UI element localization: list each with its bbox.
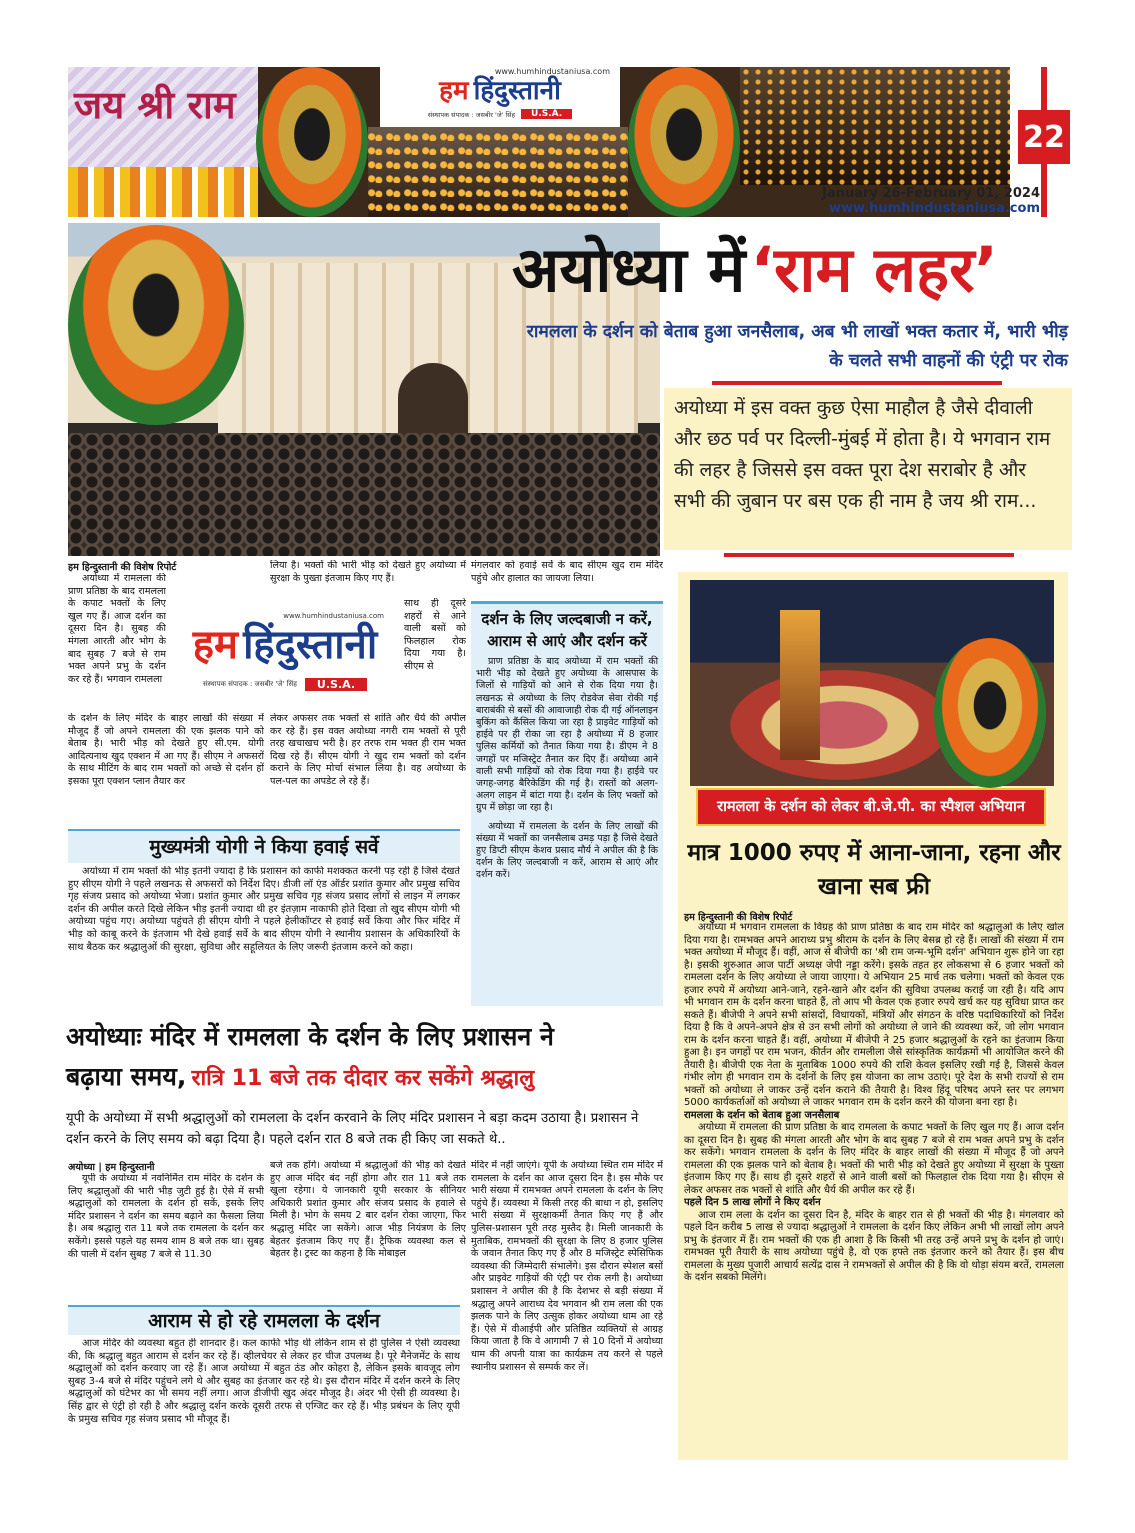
aaram-heading-box [68,1305,460,1335]
masthead-logo [380,67,620,127]
time-col3: मंदिर में नहीं जाएंगे। यूपी के अयोध्या स्थित राम मंदिर में रामलला के दर्शन का आज दूसरा दिन है। इस मौके पर भारी संख्या में रामभक्त अपने रामलला के दर्शन के लिए पहुंचे हैं। व्यवस्था में किसी तरह की बाधा न हो, इसलिए भारी संख्या में सुरक्षाकर्मी तैनात किए गए हैं और पुलिस-प्रशासन पूरी तरह मुस्तैद है। मिली जानकारी के मुताबिक, रामभक्तों की सुरक्षा के लिए 8 हजार पुलिस के जवान तैनात किए गए हैं और 8 मजिस्ट्रेट स्पेसिफिक व्यवस्था की जिम्मेदारी संभालेंगे। इस दौरान स्पेशल बसों और प्राइवेट गाड़ियों की एंट्री पर रोक लगी है। अयोध्या प्रशासन ने अपील की है कि देशभर से बड़ी संख्या में श्रद्धालु अपने आराध्य देव भगवान श्री राम लला की एक झलक पाने के लिए उत्सुक होकर अयोध्या धाम आ रहे हैं। ऐसे में वीआईपी और प्रतिष्ठित व्यक्तियों से आग्रह किया जाता है कि वे आगामी 7 से 10 दिनों में अयोध्या धाम की अपनी यात्रा का कार्यक्रम तय करने से पहले स्थानीय प्रशासन से सम्पर्क कर लें। [471,1160,663,1373]
logo-hindustani: हिंदुस्तानी [473,76,561,106]
diya-lamps-photo [740,67,1010,185]
darshan-box-heading: दर्शन के लिए जल्दबाजी न करें, आराम से आएं और दर्शन करें [481,610,653,650]
ramlala-idol-photo [256,67,368,217]
lead-byline: हम हिन्दुस्तानी की विशेष रिपोर्ट [68,562,177,573]
lead-headline-red: ‘राम लहर’ [750,233,998,306]
yogi-body: अयोध्या में राम भक्तों की भीड़ इतनी ज्यादा है कि प्रशासन को काफी मशक्कत करनी पड़ रही है जिसे देखते हुए सीएम योगी ने पहले लखनऊ से अफसरों को निर्देश दिए। डीजी लॉ एंड ऑर्डर प्रशांत कुमार और प्रमुख सचिव गृह संजय प्रसाद को अयोध्या भेजा। प्रशांत कुमार और प्रमुख सचिव गृह संजय प्रसाद लोगों से लाइन में लगकर दर्शन की अपील करते दिखे लेकिन भीड़ इतनी ज्यादा थी हर इंतज़ाम नाकाफी होते दिखा तो खुद सीएम योगी भी अयोध्या पहुंच गए। अयोध्या पहुंचते ही सीएम योगी ने पहले हेलीकॉप्टर से हवाई सर्वे किया और फिर मंदिर में भीड़ को काबू करने के इंतजाम भी देखे हवाई सर्वे के बाद सीएम योगी ने स्थानीय प्रशासन के अधिकारियों के साथ बैठक कर श्रद्धालुओं की सुरक्षा, सुविधा और सहूलियत के लिए जरूरी इंतजाम करने को कहा। [68,866,460,953]
inner-logo-usa: U.S.A. [305,678,367,691]
inner-logo-editor: संस्थापक संपादक : जसबीर 'जे' सिंह [202,680,297,688]
page-number-badge [1018,110,1070,164]
lead-col3-top: मंगलवार को हवाई सर्वे के बाद सीएम खुद राम मंदिर पहुंचे और हालात का जायजा लिया। [471,560,663,584]
aaram-heading: आराम से हो रहे रामलला के दर्शन [148,1310,380,1332]
bjp-body [684,922,1064,1456]
time-headline-line1: अयोध्याः मंदिर में रामलला के दर्शन के लिए प्रशासन ने [66,1022,554,1051]
darshan-box [471,601,663,1006]
subheadline-underline [712,381,1002,385]
bjp-sub1: रामलला के दर्शन को बेताब हुआ जनसैलाब [684,1109,840,1121]
jai-shri-ram-text: जय श्री राम [74,83,236,127]
inner-logo-url: www.humhindustaniusa.com [283,612,384,620]
time-col1: यूपी के अयोध्या में नवनिर्मित राम मंदिर के दर्शन के लिए श्रद्धालुओं की भारी भीड़ जुटी हुई है। ऐसे में सभी श्रद्धालुओं को रामलला के दर्शन हो सकें, इसके लिए मंदिर प्रशासन ने दर्शन का समय बढ़ाने का फैसला लिया है। अब श्रद्धालु रात 11 बजे तक रामलला के दर्शन कर सकेंगे। इससे पहले यह समय शाम 8 बजे तक था। सुबह की पाली में दर्शन सुबह 7 बजे से 11.30 [68,1173,264,1260]
pull-quote: अयोध्या में इस वक्त कुछ ऐसा माहौल है जैसे दीवाली और छठ पर्व पर दिल्ली-मुंबई में होता है। ये भगवान राम की लहर है जिससे इस वक्त पूरा देश सराबोर है और सभी की जुबान पर बस एक ही नाम है जय श्री राम... [674,397,1051,512]
inner-logo [172,612,398,706]
inner-logo-hindustani: हिंदुस्तानी [243,622,378,668]
lead-col1-bottom: के दर्शन के लिए मंदिर के बाहर लाखों की संख्या में मौजूद हैं जो अपने रामलला की एक झलक पाने को बेताब है। भारी भीड़ को देखते हुए सी.एम. योगी आदित्यनाथ खुद एक्शन में आ गए हैं। सीएम ने अफसरों के साथ मीटिंग के बाद राम भक्तों को अच्छे से दर्शन हों इसका पूरा एक्शन प्लान तैयार कर [68,713,264,787]
logo-usa: U.S.A. [521,109,572,119]
logo-editor: संस्थापक संपादक : जसबीर 'जे' सिंह [427,110,516,119]
bjp-p3: आज राम लला के दर्शन का दूसरा दिन है, मंदिर के बाहर रात से ही भक्तों की भीड़ है। मंगलवार को पहले दिन करीब 5 लाख से ज्यादा श्रद्धालुओं ने रामलला के दर्शन किए लेकिन अभी भी लाखों लोग अपने प्रभु के इंतजार में हैं। राम भक्तों की एक ही आशा है कि किसी भी तरह उन्हें अपने प्रभु के दर्शन हो जाएं। रामभक्त पूरी तैयारी के साथ अयोध्या पहुंचे है, वो एक हफ्ते तक इंतजार करने को तैयार हैं। इस बीच रामलला के मुख्य पुजारी आचार्य सत्येंद्र दास ने रामभक्तों से अपील की है कि वो थोड़ा संयम बरतें, रामलला के दर्शन सबको मिलेंगे। [684,1209,1064,1283]
crowd-photo [368,127,628,217]
time-headline-line2 [66,1059,666,1098]
darshan-box-p1: प्राण प्रतिष्ठा के बाद अयोध्या में राम भक्तों की भारी भीड़ को देखते हुए अयोध्या के आसपास के जिलों से गाड़ियों को आने से रोक दिया गया है। लखनऊ से अयोध्या के लिए रोडवेज सेवा रोकी गई बाराबंकी से बसों की आवाजाही रोक दी गई ऑनलाइन बुकिंग को कैंसिल किया जा रहा है प्राइवेट गाड़ियों को हाईवे पर ही रोका जा रहा है अयोध्या में 8 हजार पुलिस कर्मियों को तैनात किया गया है। डीएम ने 8 जगहों पर मजिस्ट्रेट तैनात कर दिए हैं। अयोध्या आने वाली सभी गाड़ियों को रोक दिया गया है। हाईवे पर जगह-जगह बैरिकेडिंग की गई है। रास्तों को अलग-अलग लाइन में बांटा गया है। दर्शन के लिए भक्तों को ग्रुप में छोड़ा जा रहा है। [476,656,658,814]
lead-col2-right: साथ ही दूसरे शहरों से आने वाली बसों को फिलहाल रोक दिया गया है। सीएम से [404,598,466,672]
lead-col2-bottom: लेकर अफसर तक भक्तों से शांति और धैर्य की अपील कर रहे हैं। इस वक्त अयोध्या नगरी राम भक्तों से पूरी तरह खचाखच भरी है। हर तरफ राम भक्त ही राम भक्त दिख रहे हैं। सीएम योगी ने खुद राम भक्तों को दर्शन कराने के लिए मोर्चा संभाल लिया है। वह अयोध्या के पल-पल का अपडेट ले रहे हैं। [270,713,466,787]
bjp-p2: अयोध्या में रामलला की प्राण प्रतिष्ठा के बाद रामलला के कपाट भक्तों के लिए खुल गए हैं। आज दर्शन का दूसरा दिन है। सुबह की मंगला आरती और भोग के बाद सुबह 7 बजे से राम भक्त अपने प्रभु के दर्शन कर सकेंगे। भगवान रामलला के दर्शन के लिए मंदिर के बाहर लाखों की संख्या में मौजूद हैं जो अपने रामलला की एक झलक पाने को बेताब है। भक्तों की भारी भीड़ को देखते हुए अयोध्या में सुरक्षा के पुख्ता इंतजाम किए गए हैं। साथ ही दूसरे शहरों से आने वाली बसों को फिलहाल रोक दिया गया है। सीएम से लेकर अफसर तक भक्तों से शांति और धैर्य की अपील कर रहे हैं। [684,1122,1064,1196]
bjp-p1: अयोध्या में भगवान रामलला के विग्रह की प्राण प्रतिष्ठा के बाद राम मंदिर को श्रद्धालुओं के लिए खोल दिया गया है। रामभक्त अपने आराध्य प्रभु श्रीराम के दर्शन के लिए बेसब्र हो रहे हैं। लाखों की संख्या में राम भक्त अयोध्या में मौजूद हैं। वहीं, आज से बीजेपी का 'श्री राम जन्म-भूमि दर्शन' अभियान शुरू होने जा रहा है। इसकी शुरुआत आज पार्टी अध्यक्ष जेपी नड्डा करेंगे। इसके तहत हर लोकसभा से 6 हजार भक्तों को रामलला दर्शन के लिए अयोध्या ले जाया जाएगा। ये अभियान 25 मार्च तक चलेगा। भक्तों को केवल एक हजार रुपये में अयोध्या आने-जाने, रहने-खाने और दर्शन की सुविधा उपलब्ध कराई जा रही है। यदि आप भी भगवान राम के दर्शन करना चाहते हैं, तो आप भी केवल एक हजार रुपये खर्च कर यह सुविधा प्राप्त कर सकते हैं। बीजेपी ने अपने सभी सांसदों, विधायकों, मंत्रियों और संगठन के वरिष्ठ पदाधिकारियों को निर्देश दिया है कि वे अपने-अपने क्षेत्र से उन सभी लोगों को अयोध्या ले जाने की व्यवस्था करें, जो लोग भगवान राम के दर्शन करना चाहते हैं। वहीं, अयोध्या में बीजेपी ने 25 हजार श्रद्धालुओं के रहने का इंतजाम किया हुआ है। इन जगहों पर राम भजन, कीर्तन और रामलीला जैसे सांस्कृतिक कार्यक्रमों भी आयोजित करने की तैयारी है। बीजेपी एक नेता के मुताबिक 1000 रुपये की राशि केवल इसलिए रखी गई है, जिससे केवल गंभीर लोग ही भगवान राम के दर्शनों के लिए इस योजना का लाभ उठाएं। पूरे देश के सभी राज्यों से राम भक्तों को अयोध्या ले जाकर उन्हें दर्शन कराने की तैयारी है। विश्व हिंदू परिषद अपने स्तर पर लगभग 5000 कार्यकर्ताओं को अयोध्या ले जाकर भगवान राम के दर्शन करने की योजना बना रहा है। [684,922,1064,1108]
ramlala-idol-photo-2 [628,67,740,217]
time-intro: यूपी के अयोध्या में सभी श्रद्धालुओं को रामलला के दर्शन करवाने के लिए मंदिर प्रशासन ने बड़ा कदम उठाया है। प्रशासन ने दर्शन करने के लिए समय को बढ़ा दिया है। पहले दर्शन रात 8 बजे तक ही किए जा सकते थे.. [66,1111,639,1147]
aaram-body: आज मंदिर की व्यवस्था बहुत ही शानदार है। कल काफी भीड़ थी लेकिन शाम से ही पुलिस ने ऐसी व्यवस्था की, कि श्रद्धालु बहुत आराम से दर्शन कर रहे हैं। व्हीलचेयर से लेकर हर चीज उपलब्ध है। पूरे मैनेजमेंट के साथ श्रद्धालुओं को दर्शन करवाए जा रहे हैं। आज अयोध्या में बहुत ठंड और कोहरा है, लेकिन इसके बावजूद लोग सुबह 3-4 बजे से मंदिर पहुंचने लगे थे और सुबह का इंतजार कर रहे थे। इस दौरान मंदिर में दर्शन करने के लिए श्रद्धालुओं को घंटेभर का भी समय नहीं लगा। आज डीजीपी खुद अंदर मौजूद है। अंदर भी ऐसी ही व्यवस्था है। सिंह द्वार से एंट्री हो रही है और श्रद्धालु दर्शन करके दूसरी तरफ से एग्जिट कर रहे हैं। भीड़ प्रबंधन के लिए यूपी के प्रमुख सचिव गृह संजय प्रसाद भी मौजूद हैं। [68,1338,460,1425]
logo-hm: हम [439,76,469,106]
time-headline-black: बढ़ाया समय, [66,1062,187,1091]
time-headline-red: रात्रि 11 बजे तक दीदार कर सकेंगे श्रद्धालु [191,1066,535,1091]
lead-headline [512,222,1072,318]
bjp-headline: मात्र 1000 रुपए में आना-जाना, रहना और खाना सब फ्री [687,840,1061,900]
bjp-idol-inset [934,638,1046,788]
bjp-byline: हम हिन्दुस्तानी की विशेष रिपोर्ट [684,912,793,923]
yogi-heading-box [68,829,460,863]
pull-quote-underline [724,553,1014,557]
pull-quote-box [664,388,1072,550]
lead-col2-top: लिया है। भक्तों की भारी भीड़ को देखते हुए अयोध्या में सुरक्षा के पुख्ता इंतजाम किए गए हैं। [270,560,466,584]
lead-headline-black: अयोध्या में [512,233,746,306]
issue-date: January 26-February 01, 2024 [822,186,1040,201]
bjp-sub2: पहले दिन 5 लाख लोगों ने किए दर्शन [684,1197,821,1208]
yogi-heading: मुख्यमंत्री योगी ने किया हवाई सर्वे [149,836,379,858]
lead-col1-top: अयोध्या में रामलला की प्राण प्रतिष्ठा के बाद रामलला के कपाट भक्तों के लिए खुल गए हैं। आज दर्शन का दूसरा दिन है। सुबह की मंगला आरती और भोग के बाद सुबह 7 बजे से राम भक्त अपने प्रभु के दर्शन कर रहे हैं। भगवान रामलला [68,573,166,685]
time-col2: बजे तक होंगे। अयोध्या में श्रद्धालुओं की भीड़ को देखते हुए आज मंदिर बंद नहीं होगा और रात 11 बजे तक खुला रहेगा। ये जानकारी यूपी सरकार के सीनियर अधिकारी प्रशांत कुमार और संजय प्रसाद के हवाले से मिली है। भोग के समय 2 बार दर्शन रोका जाएगा, फिर श्रद्धालु मंदिर जा सकेंगे। आज भीड़ नियंत्रण के लिए बेहतर इंतजाम किए गए हैं। ट्रैफिक व्यवस्था कल से बेहतर है। ट्रस्ट का कहना है कि मोबाइल [270,1160,466,1260]
masthead-url: www.humhindustaniusa.com [494,67,610,76]
bjp-caption: रामलला के दर्शन को लेकर बी.जे.पी. का स्पैशल अभियान [717,798,1025,815]
inner-logo-hm: हम [192,622,238,668]
page-number: 22 [1023,119,1065,155]
website-url: www.humhindustaniusa.com [828,201,1040,216]
time-byline: अयोध्या | हम हिन्दुस्तानी [68,1162,155,1173]
flower-rangoli-photo [68,67,258,217]
darshan-box-p2: अयोध्या में रामलला के दर्शन के लिए लाखों की संख्या में भक्तों का जनसैलाब उमड़ पड़ा है जिसे देखते हुए डिप्टी सीएम केशव प्रसाद मौर्य ने अपील की है कि दर्शन के लिए जल्दबाजी न करें, आराम से आएं और दर्शन करें। [476,820,658,881]
lead-subheadline: रामलला के दर्शन को बेताब हुआ जनसैलाब, अब भी लाखों भक्त कतार में, भारी भीड़ के चलते सभी वाहनों की एंट्री पर रोक [526,322,1068,371]
ramlala-idol-inset [68,225,244,425]
bjp-caption-box [696,788,1046,826]
